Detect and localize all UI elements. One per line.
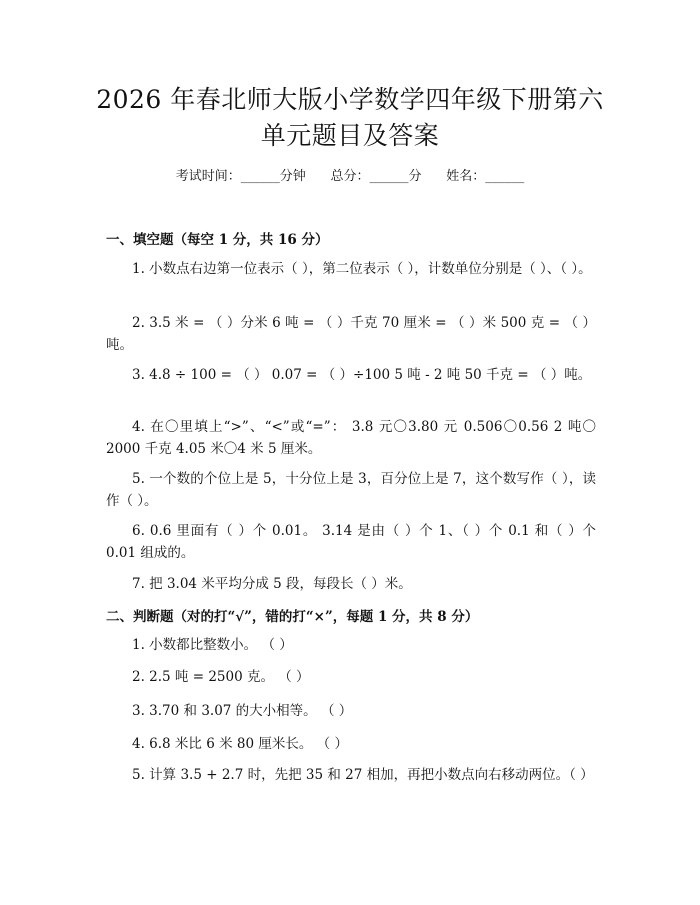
page-title-line-2: 单元题目及答案 — [260, 121, 440, 150]
fill-in-question: 1. 小数点右边第一位表示（ ），第二位表示（ ），计数单位分别是（ ）、（ ）。 — [132, 261, 592, 277]
fill-in-question: 2. 3.5 米 = （ ）分米 6 吨 = （ ）千克 70 厘米 = （ ）米 500 克 = （ ）吨。 — [106, 315, 596, 353]
page-title-line-1: 2026 年春北师大版小学数学四年级下册第六 — [96, 85, 604, 114]
section-heading-true-false: 二、判断题（对的打“√”，错的打“×”，每题 1 分，共 8 分） — [106, 609, 479, 625]
true-false-question: 2. 2.5 吨 = 2500 克。 （ ） — [132, 669, 310, 685]
fill-in-question: 3. 4.8 ÷ 100 = （ ） 0.07 = （ ）÷100 5 吨 - 2 吨 50 千克 = （ ）吨。 — [132, 367, 592, 383]
fill-in-question: 7. 把 3.04 米平均分成 5 段，每段长（ ）米。 — [132, 576, 412, 592]
section-heading-fill-in: 一、填空题（每空 1 分，共 16 分） — [106, 232, 329, 248]
true-false-question: 3. 3.70 和 3.07 的大小相等。 （ ） — [132, 703, 353, 719]
true-false-question: 4. 6.8 米比 6 米 80 厘米长。 （ ） — [132, 736, 348, 752]
true-false-question: 5. 计算 3.5 + 2.7 时，先把 35 和 27 相加，再把小数点向右移动两位。（ ） — [132, 767, 594, 783]
fill-in-question: 6. 0.6 里面有（ ）个 0.01。 3.14 是由（ ）个 1、（ ）个 0.1 和（ ）个 0.01 组成的。 — [106, 523, 596, 561]
fill-in-question: 5. 一个数的个位上是 5，十分位上是 3，百分位上是 7，这个数写作（ ），读作（ ）。 — [106, 471, 596, 509]
fill-in-question: 4. 在〇里填上“>”、“<”或“=”： 3.8 元〇3.80 元 0.506〇0.56 2 吨〇2000 千克 4.05 米〇4 米 5 厘米。 — [106, 419, 596, 457]
true-false-question: 1. 小数都比整数小。 （ ） — [132, 637, 293, 653]
exam-meta-line: 考试时间：______分钟 总分：______分 姓名：______ — [175, 169, 525, 184]
